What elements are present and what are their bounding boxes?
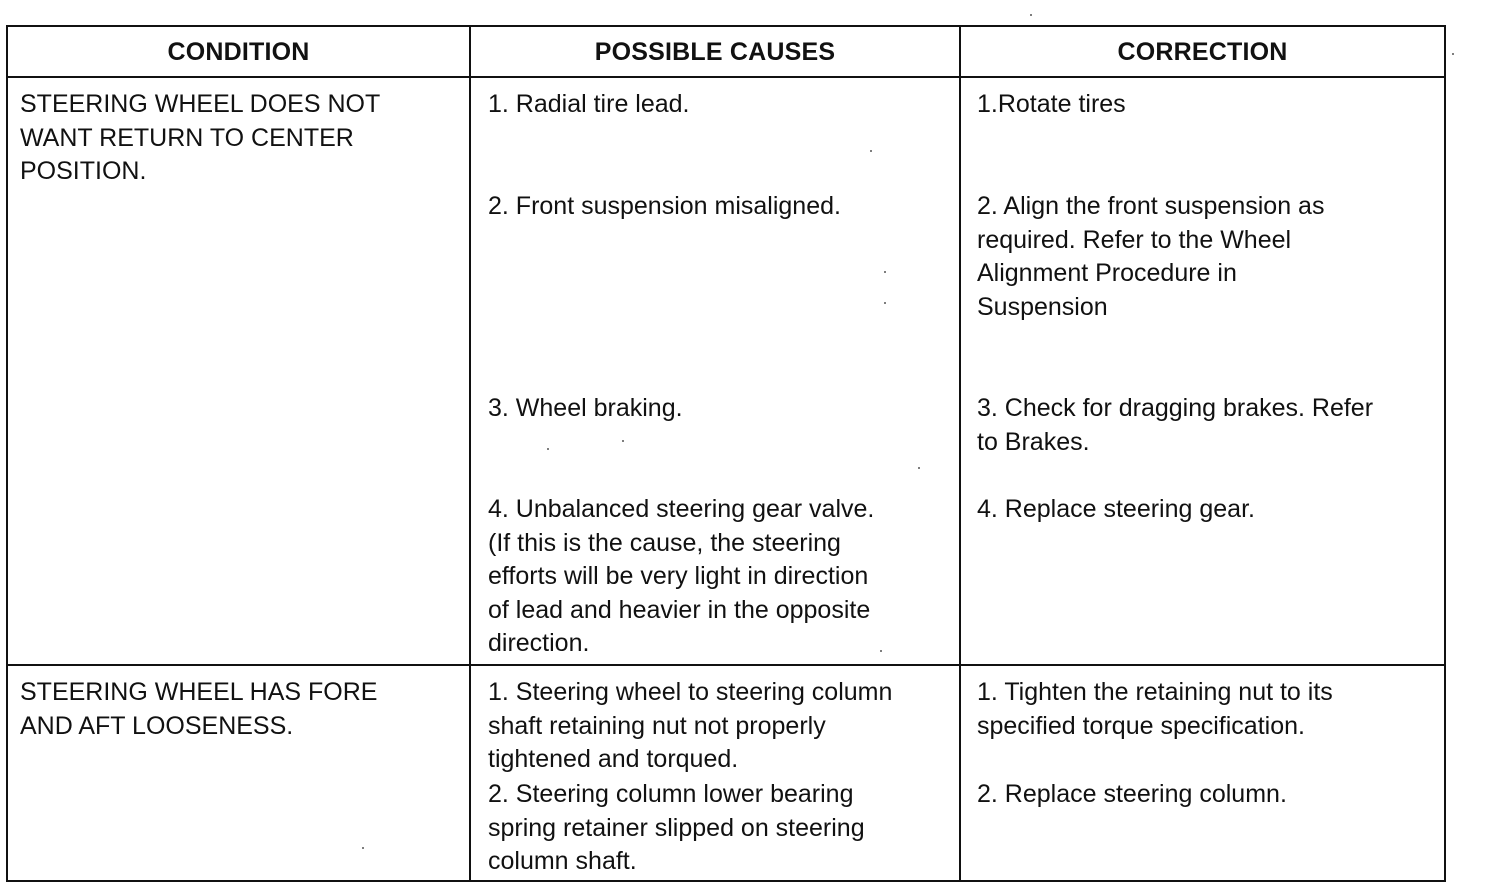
row1-correction-3: 3. Check for dragging brakes. Refer to Brakes.	[977, 394, 1374, 456]
row1-cause-4: 4. Unbalanced steering gear valve. (If this is the cause, the steering efforts will be very light in direction of lead and heavier in the opposite direction.	[488, 495, 875, 657]
scan-speck	[622, 440, 624, 442]
scan-speck	[880, 650, 882, 652]
column-divider	[959, 27, 961, 880]
row2-cause-2: 2. Steering column lower bearing spring retainer slipped on steering column shaft.	[488, 780, 865, 875]
row1-correction-2: 2. Align the front suspension as required. Refer to the Wheel Alignment Procedure in Suspension	[977, 192, 1325, 321]
row2-condition: STEERING WHEEL HAS FORE AND AFT LOOSENESS.	[20, 678, 378, 740]
row2-correction-1: 1. Tighten the retaining nut to its specified torque specification.	[977, 678, 1333, 740]
header-condition: CONDITION	[167, 37, 310, 66]
header-correction: CORRECTION	[1117, 37, 1288, 66]
row1-correction-1: 1.Rotate tires	[977, 90, 1126, 118]
scan-speck	[1030, 14, 1032, 16]
diagnosis-table	[6, 25, 1446, 882]
scan-speck	[870, 150, 872, 152]
scan-speck	[547, 448, 549, 450]
row-divider	[8, 664, 1444, 666]
row1-cause-3: 3. Wheel braking.	[488, 394, 683, 422]
row1-condition: STEERING WHEEL DOES NOT WANT RETURN TO CENTER POSITION.	[20, 90, 381, 185]
scan-speck	[918, 467, 920, 469]
row2-cause-1: 1. Steering wheel to steering column shaft retaining nut not properly tightened and torqued.	[488, 678, 893, 773]
row1-correction-4: 4. Replace steering gear.	[977, 495, 1255, 523]
scan-speck	[1452, 53, 1454, 55]
row1-cause-2: 2. Front suspension misaligned.	[488, 192, 841, 220]
scan-speck	[884, 271, 886, 273]
column-divider	[469, 27, 471, 880]
scan-speck	[884, 302, 886, 304]
row2-correction-2: 2. Replace steering column.	[977, 780, 1287, 808]
scan-speck	[362, 847, 364, 849]
header-possible-causes: POSSIBLE CAUSES	[594, 37, 836, 66]
row1-cause-1: 1. Radial tire lead.	[488, 90, 690, 118]
